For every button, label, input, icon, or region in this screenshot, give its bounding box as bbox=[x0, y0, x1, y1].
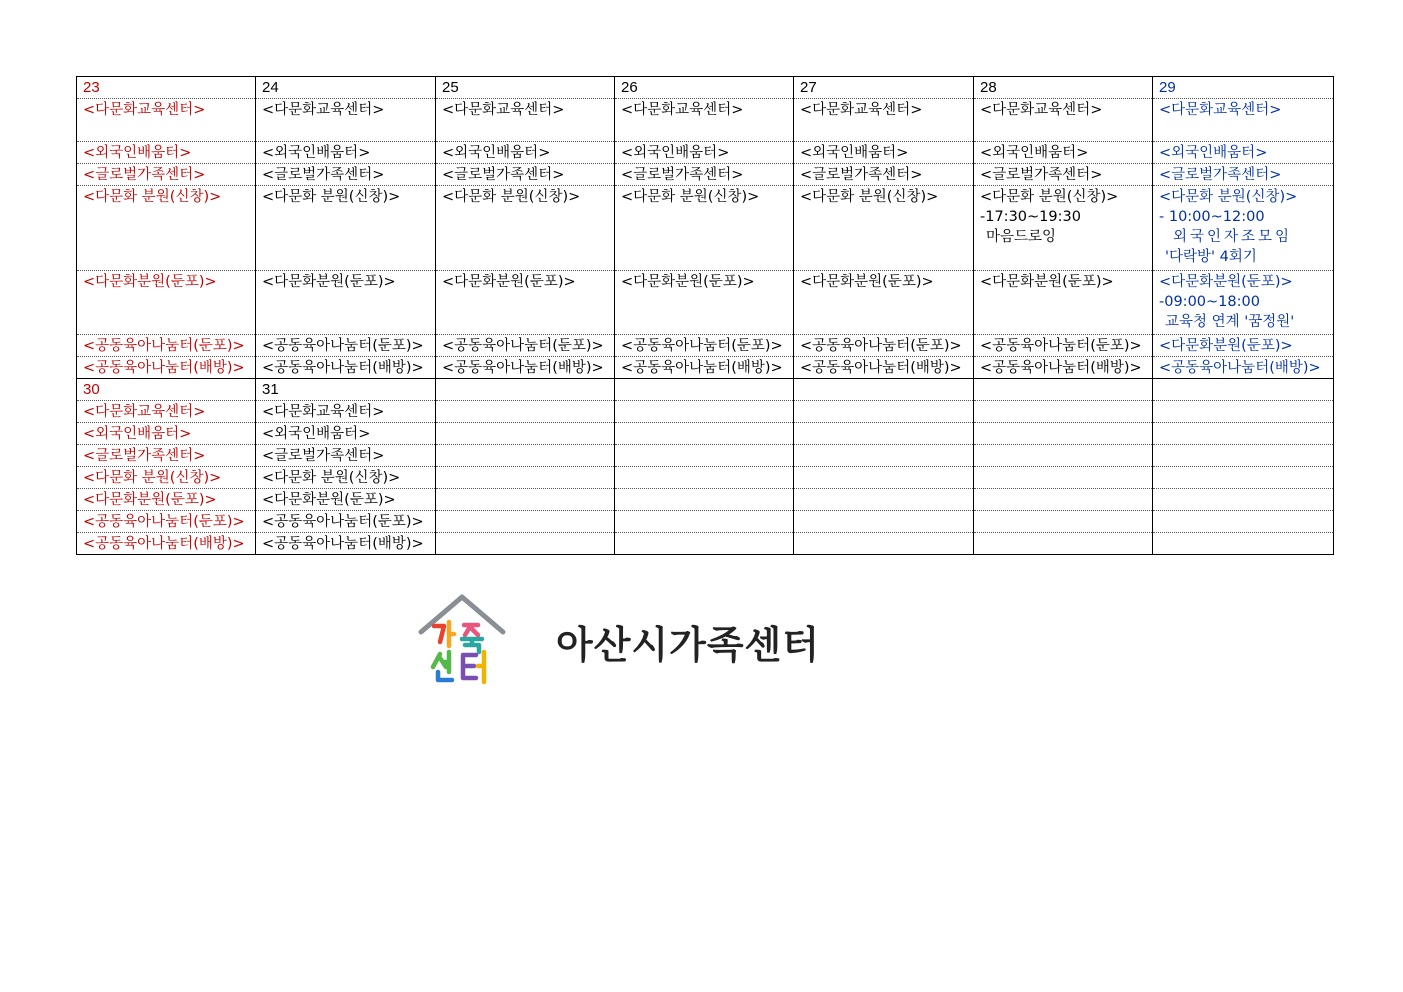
schedule-cell bbox=[436, 271, 615, 335]
date-cell: 27 bbox=[794, 77, 974, 99]
schedule-cell-label: <다문화 분원(신창)> bbox=[980, 189, 1119, 205]
schedule-cell: <다문화교육센터> bbox=[794, 99, 974, 142]
date-cell: 31 bbox=[256, 379, 436, 401]
schedule-cell: <공동육아나눔터(둔포)> bbox=[256, 511, 436, 533]
schedule-cell: <다문화교육센터> bbox=[256, 401, 436, 423]
schedule-cell: <다문화교육센터> bbox=[77, 99, 256, 142]
empty-cell bbox=[974, 489, 1153, 511]
schedule-row bbox=[77, 164, 1334, 186]
date-cell: 24 bbox=[256, 77, 436, 99]
empty-cell bbox=[974, 445, 1153, 467]
empty-cell bbox=[974, 401, 1153, 423]
empty-cell bbox=[794, 445, 974, 467]
schedule-cell: <다문화분원(둔포)> bbox=[77, 489, 256, 511]
schedule-cell: <공동육아나눔터(배방)> bbox=[436, 357, 615, 379]
empty-cell bbox=[615, 445, 794, 467]
schedule-cell: <공동육아나눔터(배방)> bbox=[256, 357, 436, 379]
empty-cell bbox=[1153, 401, 1334, 423]
schedule-cell-label: <다문화분원(둔포)> bbox=[1159, 274, 1293, 290]
empty-cell bbox=[615, 489, 794, 511]
schedule-row bbox=[77, 335, 1334, 357]
schedule-row bbox=[77, 142, 1334, 164]
schedule-cell: <공동육아나눔터(둔포)> bbox=[615, 335, 794, 357]
schedule-cell: <다문화분원(둔포)> bbox=[256, 489, 436, 511]
event-time: - 10:00~12:00 bbox=[1159, 209, 1265, 225]
empty-cell bbox=[615, 379, 794, 401]
schedule-cell: <다문화 분원(신창)> bbox=[256, 467, 436, 489]
schedule-cell: <외국인배움터> bbox=[615, 142, 794, 164]
empty-cell bbox=[974, 533, 1153, 555]
schedule-cell-label: <다문화분원(둔포)> bbox=[800, 274, 934, 290]
schedule-cell-label: <다문화분원(둔포)> bbox=[621, 274, 755, 290]
schedule-cell: <공동육아나눔터(둔포)> bbox=[77, 511, 256, 533]
empty-cell bbox=[436, 489, 615, 511]
schedule-cell: <공동육아나눔터(배방)> bbox=[256, 533, 436, 555]
schedule-cell: <공동육아나눔터(둔포)> bbox=[974, 335, 1153, 357]
empty-cell bbox=[615, 423, 794, 445]
schedule-cell bbox=[794, 186, 974, 271]
schedule-cell-label: <다문화분원(둔포)> bbox=[980, 274, 1114, 290]
schedule-cell bbox=[1153, 186, 1334, 271]
schedule-cell-label: <다문화 분원(신창)> bbox=[800, 189, 939, 205]
schedule-cell: <외국인배움터> bbox=[77, 423, 256, 445]
empty-cell bbox=[615, 467, 794, 489]
schedule-cell bbox=[256, 186, 436, 271]
date-cell: 29 bbox=[1153, 77, 1334, 99]
empty-cell bbox=[794, 489, 974, 511]
schedule-cell-label: <다문화 분원(신창)> bbox=[442, 189, 581, 205]
empty-cell bbox=[794, 423, 974, 445]
schedule-row bbox=[77, 423, 1334, 445]
schedule-cell: <공동육아나눔터(배방)> bbox=[974, 357, 1153, 379]
schedule-row bbox=[77, 445, 1334, 467]
schedule-cell: <다문화교육센터> bbox=[1153, 99, 1334, 142]
empty-cell bbox=[615, 533, 794, 555]
house-logo-icon bbox=[416, 592, 508, 687]
schedule-cell bbox=[615, 186, 794, 271]
schedule-cell: <외국인배움터> bbox=[436, 142, 615, 164]
empty-cell bbox=[1153, 379, 1334, 401]
schedule-row bbox=[77, 99, 1334, 142]
schedule-cell: <글로벌가족센터> bbox=[974, 164, 1153, 186]
schedule-cell: <다문화교육센터> bbox=[615, 99, 794, 142]
empty-cell bbox=[974, 467, 1153, 489]
empty-cell bbox=[1153, 467, 1334, 489]
date-row bbox=[77, 77, 1334, 99]
empty-cell bbox=[436, 533, 615, 555]
schedule-cell bbox=[77, 186, 256, 271]
schedule-cell: <외국인배움터> bbox=[794, 142, 974, 164]
schedule-cell: <외국인배움터> bbox=[1153, 142, 1334, 164]
schedule-cell: <글로벌가족센터> bbox=[794, 164, 974, 186]
empty-cell bbox=[1153, 445, 1334, 467]
empty-cell bbox=[974, 379, 1153, 401]
schedule-row bbox=[77, 271, 1334, 335]
schedule-row bbox=[77, 401, 1334, 423]
schedule-row bbox=[77, 533, 1334, 555]
schedule-cell: <공동육아나눔터(둔포)> bbox=[794, 335, 974, 357]
schedule-cell-label: <다문화분원(둔포)> bbox=[442, 274, 576, 290]
event-title: 마음드로잉 bbox=[986, 229, 1057, 245]
schedule-cell-label: <다문화분원(둔포)> bbox=[262, 274, 396, 290]
schedule-cell: <다문화 분원(신창)> bbox=[77, 467, 256, 489]
schedule-row bbox=[77, 186, 1334, 271]
schedule-cell: <글로벌가족센터> bbox=[77, 164, 256, 186]
schedule-row bbox=[77, 489, 1334, 511]
empty-cell bbox=[436, 511, 615, 533]
schedule-cell: <공동육아나눔터(배방)> bbox=[77, 357, 256, 379]
empty-cell bbox=[974, 423, 1153, 445]
empty-cell bbox=[1153, 533, 1334, 555]
schedule-cell-label: <다문화 분원(신창)> bbox=[621, 189, 760, 205]
schedule-cell: <공동육아나눔터(둔포)> bbox=[77, 335, 256, 357]
schedule-cell-label: <다문화 분원(신창)> bbox=[262, 189, 401, 205]
schedule-cell bbox=[974, 186, 1153, 271]
schedule-cell: <다문화분원(둔포)> bbox=[1153, 335, 1334, 357]
schedule-row bbox=[77, 357, 1334, 379]
empty-cell bbox=[1153, 489, 1334, 511]
empty-cell bbox=[794, 467, 974, 489]
event-title: '다락방' 4회기 bbox=[1165, 249, 1257, 265]
empty-cell bbox=[794, 533, 974, 555]
empty-cell bbox=[794, 401, 974, 423]
empty-cell bbox=[436, 467, 615, 489]
empty-cell bbox=[436, 445, 615, 467]
schedule-cell: <글로벌가족센터> bbox=[1153, 164, 1334, 186]
empty-cell bbox=[436, 401, 615, 423]
empty-cell bbox=[974, 511, 1153, 533]
date-row bbox=[77, 379, 1334, 401]
date-cell: 23 bbox=[77, 77, 256, 99]
schedule-cell: <글로벌가족센터> bbox=[77, 445, 256, 467]
empty-cell bbox=[436, 423, 615, 445]
empty-cell bbox=[1153, 511, 1334, 533]
empty-cell bbox=[615, 401, 794, 423]
event-time: -09:00~18:00 bbox=[1159, 294, 1260, 310]
schedule-cell bbox=[794, 271, 974, 335]
schedule-cell: <글로벌가족센터> bbox=[256, 445, 436, 467]
schedule-cell bbox=[615, 271, 794, 335]
schedule-cell: <외국인배움터> bbox=[974, 142, 1153, 164]
schedule-cell-label: <다문화분원(둔포)> bbox=[83, 274, 217, 290]
schedule-cell: <외국인배움터> bbox=[256, 142, 436, 164]
schedule-cell: <글로벌가족센터> bbox=[436, 164, 615, 186]
schedule-cell: <공동육아나눔터(둔포)> bbox=[436, 335, 615, 357]
date-cell: 30 bbox=[77, 379, 256, 401]
schedule-cell: <외국인배움터> bbox=[256, 423, 436, 445]
schedule-cell: <공동육아나눔터(배방)> bbox=[794, 357, 974, 379]
date-cell: 25 bbox=[436, 77, 615, 99]
empty-cell bbox=[436, 379, 615, 401]
empty-cell bbox=[794, 511, 974, 533]
schedule-cell: <다문화교육센터> bbox=[77, 401, 256, 423]
date-cell: 28 bbox=[974, 77, 1153, 99]
schedule-cell: <공동육아나눔터(배방)> bbox=[615, 357, 794, 379]
event-title: 외국인자조모임 bbox=[1173, 229, 1293, 245]
schedule-cell: <다문화교육센터> bbox=[256, 99, 436, 142]
schedule-cell: <글로벌가족센터> bbox=[615, 164, 794, 186]
empty-cell bbox=[794, 379, 974, 401]
schedule-cell: <다문화교육센터> bbox=[974, 99, 1153, 142]
organization-name: 아산시가족센터 bbox=[556, 623, 820, 667]
family-center-logo bbox=[416, 592, 836, 687]
schedule-cell bbox=[256, 271, 436, 335]
empty-cell bbox=[615, 511, 794, 533]
schedule-cell-label: <다문화 분원(신창)> bbox=[83, 189, 222, 205]
schedule-cell bbox=[436, 186, 615, 271]
event-time: -17:30~19:30 bbox=[980, 209, 1081, 225]
schedule-cell: <외국인배움터> bbox=[77, 142, 256, 164]
schedule-cell: <다문화교육센터> bbox=[436, 99, 615, 142]
schedule-cell: <공동육아나눔터(배방)> bbox=[1153, 357, 1334, 379]
schedule-row bbox=[77, 511, 1334, 533]
date-cell: 26 bbox=[615, 77, 794, 99]
schedule-cell: <공동육아나눔터(배방)> bbox=[77, 533, 256, 555]
schedule-cell bbox=[974, 271, 1153, 335]
schedule-cell bbox=[1153, 271, 1334, 335]
event-title: 교육청 연계 '꿈정원' bbox=[1165, 314, 1295, 330]
empty-cell bbox=[1153, 423, 1334, 445]
schedule-row bbox=[77, 467, 1334, 489]
schedule-cell: <글로벌가족센터> bbox=[256, 164, 436, 186]
schedule-cell: <공동육아나눔터(둔포)> bbox=[256, 335, 436, 357]
monthly-schedule-table bbox=[76, 76, 1334, 555]
schedule-cell bbox=[77, 271, 256, 335]
schedule-cell-label: <다문화 분원(신창)> bbox=[1159, 189, 1298, 205]
